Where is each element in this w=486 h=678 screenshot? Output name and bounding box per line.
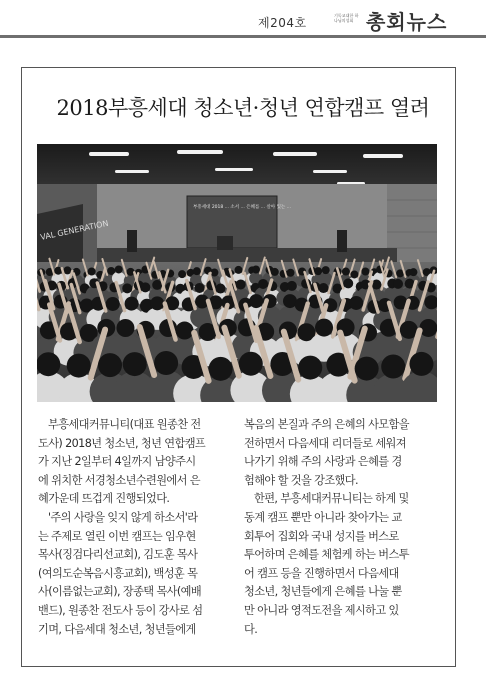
text-line: (여의도순복음시흥교회), 백성훈 목 (38, 566, 198, 580)
text-line: 도사) 2018년 청소년, 청년 연합캠프 (38, 436, 206, 450)
article-body-left (38, 416, 234, 639)
text-line: 청소년, 청년들에게 은혜를 나눌 뿐 (244, 585, 402, 599)
text-line: 전하면서 다음세대 리더들로 세워져 (244, 436, 406, 450)
text-line: 동계 캠프 뿐만 아니라 찾아가는 교 (244, 510, 402, 524)
text-line: 회투어 집회와 국내 성지를 버스로 (244, 529, 399, 543)
issue-number: 제204호 (258, 16, 307, 30)
text-line: 어 캠프 등을 진행하면서 다음세대 (244, 566, 399, 580)
text-line: '주의 사랑을 잊지 않게 하소서'라 (48, 510, 198, 524)
text-line: 사(이름없는교회), 장종택 목사(예배 (38, 585, 202, 599)
text-line: 는 주제로 열린 이번 캠프는 임우현 (38, 529, 196, 543)
text-line: 에 위치한 서경청소년수련원에서 은 (38, 473, 200, 487)
text-line: 혜가운데 뜨겁게 진행되었다. (38, 492, 170, 506)
text-line: 기며, 다음세대 청소년, 청년들에게 (38, 622, 196, 636)
text-line: 만 아니라 영적도전을 제시하고 있 (244, 603, 399, 617)
text-line: 한편, 부흥세대커뮤니티는 하계 및 (254, 492, 409, 506)
article-headline: 2018부흥세대 청소년·청년 연합캠프 열려 (56, 96, 430, 120)
article-photo (37, 144, 437, 402)
header-rule (0, 35, 486, 38)
page-header (0, 0, 486, 40)
text-line: 밴드), 원종찬 전도사 등이 강사로 섬 (38, 603, 203, 617)
text-line: 험해야 할 것을 강조했다. (244, 473, 358, 487)
section-title: 총회뉴스 (366, 10, 448, 34)
text-line: 복음의 본질과 주의 은혜의 사모함을 (244, 418, 409, 431)
photo-banner-text: VAL GENERATION (39, 218, 110, 242)
text-line: 투어하며 은혜를 체험케 하는 버스투 (244, 548, 409, 562)
photo-screen-text: 부흥세대 2018 ... 소서 ... 은혜를 ... 살아 있는 ... (193, 205, 292, 210)
text-line: 목사(징검다리선교회), 김도훈 목사 (38, 548, 198, 562)
article-body-right (244, 416, 440, 639)
text-line: 다. (244, 622, 258, 636)
text-line: 나가기 위해 주의 사랑과 은혜를 경 (244, 455, 402, 469)
publisher-small-label: 기독교대한 하나님의성회 (334, 13, 359, 23)
text-line: 부흥세대커뮤니티(대표 원종찬 전 (48, 418, 201, 431)
text-line: 가 지난 2일부터 4일까지 남양주시 (38, 455, 196, 469)
